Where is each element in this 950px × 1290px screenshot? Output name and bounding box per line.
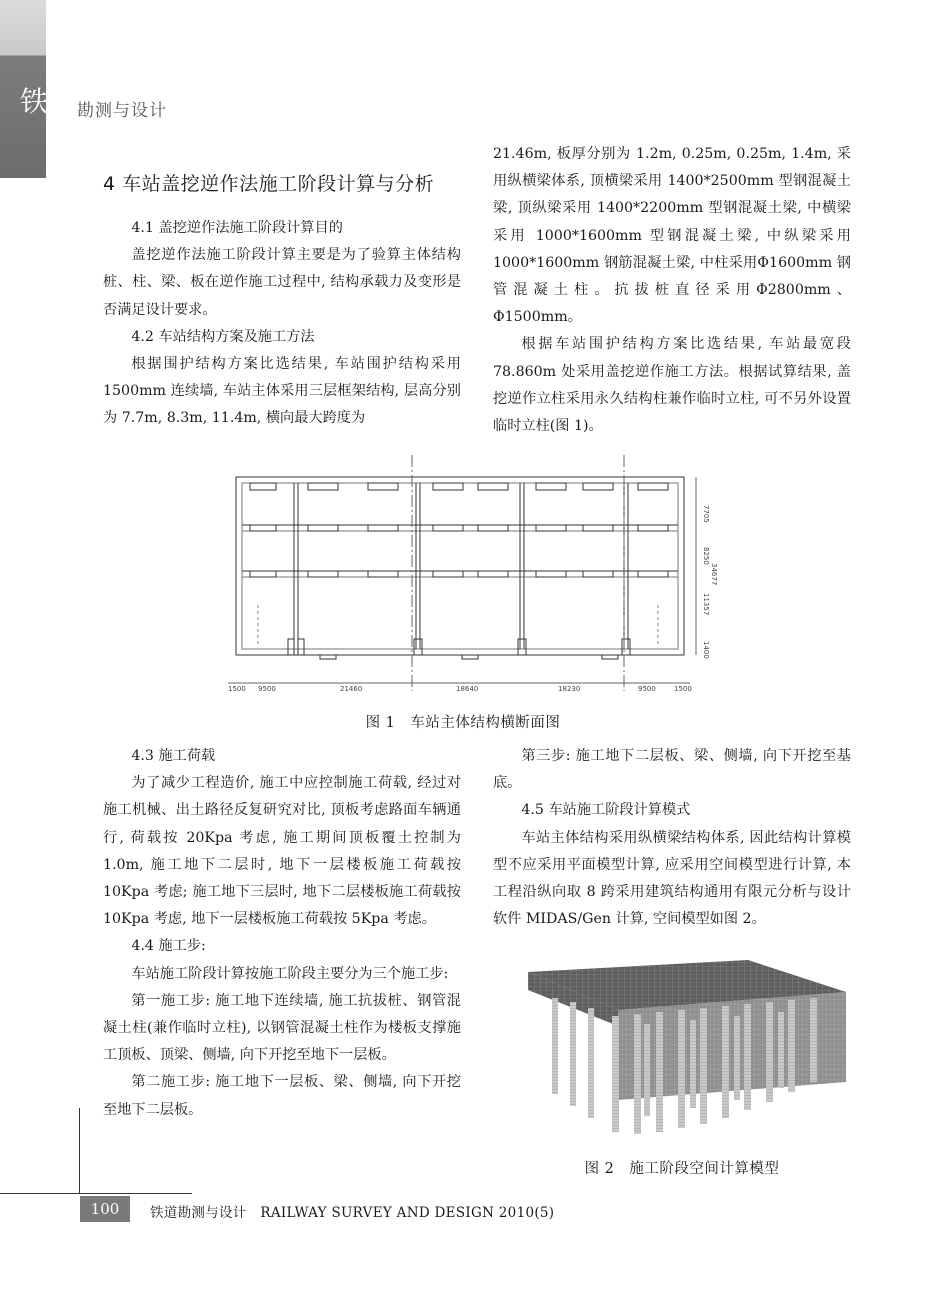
subsection-4-2-title: 4.2 车站结构方案及施工方法 <box>131 328 315 345</box>
beam <box>250 525 276 531</box>
paragraph: 第一施工步: 施工地下连续墙, 施工抗拔桩、钢管混凝土柱(兼作临时立柱), 以钢管混凝土柱作为楼板支撑施工顶板、顶梁、侧墙, 向下开挖至地下一层板。 <box>103 992 461 1064</box>
beam <box>583 525 613 531</box>
dim-bottom-label: 9500 <box>638 685 656 693</box>
right-column-bottom <box>493 743 851 933</box>
beam <box>250 483 276 490</box>
subsection-4-4-title: 4.4 施工步: <box>131 938 206 955</box>
beam <box>583 483 613 490</box>
paragraph: 第三步: 施工地下二层板、梁、侧墙, 向下开挖至基底。 <box>493 748 851 792</box>
pile <box>518 639 526 655</box>
model-column <box>678 1010 685 1128</box>
pile <box>288 639 294 655</box>
pile-base <box>602 655 618 659</box>
model-column <box>778 1012 784 1088</box>
figure-1-caption: 图 1 车站主体结构横断面图 <box>365 715 561 731</box>
dim-right-label: 8250 <box>702 547 710 565</box>
dim-right-total: 34677 <box>710 563 718 586</box>
subsection-4-5-title: 4.5 车站施工阶段计算模式 <box>521 802 691 819</box>
paragraph: 为了减少工程造价, 施工中应控制施工荷载, 经过对施工机械、出土路径反复研究对比, 顶板考虑路面车辆通行, 荷载按 20Kpa 考虑, 施工期间顶板覆土控制为 1.0m, 施工地下二层时, 地下一层楼板施工荷载按 10Kpa 考虑; 施工地下三层时, 地下二层楼板施工荷载按 10Kpa 考虑, 地下一层楼板施工荷载按 5Kpa 考虑。 <box>103 775 461 928</box>
beam <box>478 571 508 577</box>
paragraph: 车站主体结构采用纵横梁结构体系, 因此结构计算模型不应采用平面模型计算, 应采用空间模型进行计算, 本工程沿纵向取 8 跨采用建筑结构通用有限元分析与设计软件 MIDAS/Gen 计算, 空间模型如图 2。 <box>493 829 851 928</box>
beam <box>308 483 338 490</box>
beam <box>433 571 463 577</box>
dim-bottom-label: 1500 <box>228 685 246 693</box>
beam <box>308 571 338 577</box>
model-column <box>766 1002 773 1102</box>
beam <box>308 525 338 531</box>
dim-right-label: 11357 <box>702 593 710 616</box>
beam <box>433 483 463 490</box>
model-column <box>656 1012 663 1132</box>
beam <box>368 571 398 577</box>
dim-right-label: 7705 <box>702 505 710 523</box>
journal-footer: 铁道勘测与设计 RAILWAY SURVEY AND DESIGN 2010(5) <box>150 1205 555 1221</box>
beam <box>433 525 463 531</box>
paragraph: 根据围护结构方案比选结果, 车站围护结构采用 1500mm 连续墙, 车站主体采用三层框架结构, 层高分别为 7.7m, 8.3m, 11.4m, 横向最大跨度为 <box>103 356 461 427</box>
dim-bottom-label: 18640 <box>456 685 479 693</box>
paragraph: 第二施工步: 施工地下一层板、梁、侧墙, 向下开挖至地下二层板。 <box>103 1074 461 1118</box>
section-title: 4 车站盖挖逆作法施工阶段计算与分析 <box>103 173 435 195</box>
inner-wall <box>242 483 678 649</box>
model-column <box>744 1004 751 1110</box>
beam <box>478 525 508 531</box>
paragraph: 车站施工阶段计算按施工阶段主要分为三个施工步: <box>131 965 449 982</box>
beam <box>638 483 668 490</box>
dim-bottom-label: 18230 <box>558 685 581 693</box>
beam <box>368 525 398 531</box>
model-column <box>690 1020 696 1108</box>
paragraph: 根据车站围护结构方案比选结果, 车站最宽段 78.860m 处采用盖挖逆作施工方法。根据试算结果, 盖挖逆作立柱采用永久结构柱兼作临时立柱, 可不另外设置临时立柱(图 1)。 <box>493 336 851 435</box>
beam <box>536 525 566 531</box>
model-column <box>634 1014 641 1134</box>
journal-subtitle: 勘测与设计 <box>77 101 167 121</box>
subsection-4-1-title: 4.1 盖挖逆作法施工阶段计算目的 <box>131 220 343 236</box>
pile <box>298 639 304 655</box>
dim-right-label: 1400 <box>702 641 710 659</box>
model-column <box>810 998 817 1082</box>
figure-1-cross-section <box>228 455 718 695</box>
beam <box>638 525 668 531</box>
beam <box>536 571 566 577</box>
model-column <box>644 1024 650 1116</box>
paragraph: 盖挖逆作法施工阶段计算主要是为了验算主体结构桩、柱、梁、板在逆作施工过程中, 结构承载力及变形是否满足设计要求。 <box>103 247 461 318</box>
dim-bottom-label: 21460 <box>340 685 363 693</box>
pile <box>414 639 422 655</box>
model-column <box>612 1016 619 1132</box>
subsection-4-3-title: 4.3 施工荷载 <box>131 748 216 764</box>
left-column-top <box>103 164 461 433</box>
model-column <box>700 1008 707 1124</box>
dim-bottom-label: 9500 <box>258 685 276 693</box>
pile <box>622 639 630 655</box>
model-column <box>734 1016 740 1100</box>
paragraph: 21.46m, 板厚分别为 1.2m, 0.25m, 0.25m, 1.4m, 采用纵横梁体系, 顶横梁采用 1400*2500mm 型钢混凝土梁, 顶纵梁采用 1400*2200mm 型钢混凝土梁, 中横梁采用 1000*1600mm 型钢混凝土梁, 中纵梁采用 1000*1600mm 钢筋混凝土梁, 中柱采用Φ1600mm 钢管混凝土柱。抗拔桩直径采用Φ2800mm、Φ1500mm。 <box>493 146 851 326</box>
figure-2-caption: 图 2 施工阶段空间计算模型 <box>584 1161 780 1177</box>
footer-rule <box>0 1193 192 1194</box>
model-column <box>588 1008 594 1118</box>
model-column <box>570 1002 576 1106</box>
dim-bottom-label: 1500 <box>674 685 692 693</box>
beam <box>638 571 668 577</box>
figure-2-spatial-model <box>522 954 852 1154</box>
pile-base <box>462 655 478 659</box>
page-number: 100 <box>80 1196 130 1222</box>
pile-base <box>320 655 336 659</box>
model-column <box>552 998 558 1094</box>
beam <box>368 483 398 490</box>
beam <box>536 483 566 490</box>
beam <box>250 571 276 577</box>
model-column <box>788 1000 795 1092</box>
beam <box>478 483 508 490</box>
outer-wall <box>236 477 684 655</box>
left-column-bottom <box>103 743 461 1124</box>
model-column <box>722 1006 729 1118</box>
journal-brand: 铁道 <box>20 85 79 118</box>
footer-vertical-rule <box>79 1108 80 1194</box>
beam <box>583 571 613 577</box>
right-column-top <box>493 141 851 440</box>
